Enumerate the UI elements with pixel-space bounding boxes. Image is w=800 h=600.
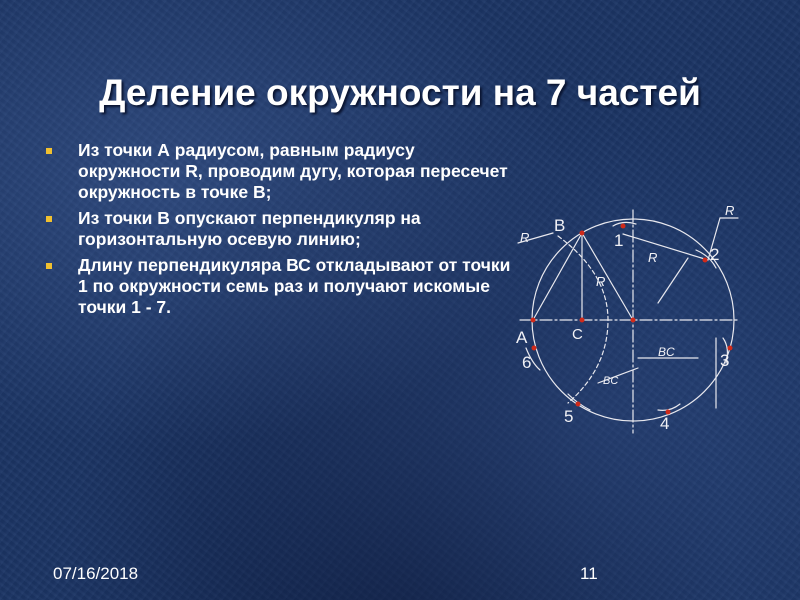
label-r-top: R bbox=[725, 203, 735, 218]
label-r-left: R bbox=[520, 230, 530, 245]
bullet-square-icon bbox=[46, 263, 52, 269]
footer-date: 07/16/2018 bbox=[53, 564, 139, 583]
point-2 bbox=[703, 258, 708, 263]
bullet-text: Из точки В опускают перпендикуляр на горизонтальную осевую линию; bbox=[78, 208, 421, 249]
drawing-labels bbox=[516, 203, 734, 433]
point-1 bbox=[621, 224, 626, 229]
label-4: 4 bbox=[660, 414, 670, 433]
bullet-list bbox=[44, 140, 514, 323]
label-b: B bbox=[554, 216, 566, 235]
bullet-square-icon bbox=[46, 148, 52, 154]
label-6: 6 bbox=[522, 353, 532, 372]
chord-1-2 bbox=[623, 234, 708, 260]
bullet-item bbox=[44, 255, 514, 318]
construction-points bbox=[531, 224, 733, 415]
slide-title: Деление окружности на 7 частей bbox=[99, 72, 701, 113]
page-number: 11 bbox=[580, 564, 598, 583]
point-3 bbox=[728, 346, 733, 351]
radius-line-ob bbox=[582, 233, 633, 320]
label-5: 5 bbox=[564, 407, 574, 426]
bullet-item bbox=[44, 208, 514, 250]
point-center bbox=[631, 318, 636, 323]
drawing-svg bbox=[498, 198, 748, 438]
radius-line-ab bbox=[533, 233, 582, 320]
bullet-item bbox=[44, 140, 514, 203]
label-bc: BC bbox=[658, 345, 675, 359]
point-c bbox=[580, 318, 585, 323]
circle-construction-drawing bbox=[498, 198, 748, 438]
point-6 bbox=[532, 346, 537, 351]
label-r-inner-1: R bbox=[596, 274, 606, 289]
arc-mark-4 bbox=[658, 404, 680, 410]
label-bc-2: BC bbox=[603, 375, 619, 387]
label-1: 1 bbox=[614, 231, 624, 250]
label-a: A bbox=[516, 328, 528, 347]
bullet-text: Длину перпендикуляра ВС откладывают от точки 1 по окружности семь раз и получают искомые точки 1 - 7. bbox=[78, 255, 511, 317]
point-5 bbox=[576, 402, 581, 407]
bullet-square-icon bbox=[46, 216, 52, 222]
point-b bbox=[580, 231, 585, 236]
label-c: C bbox=[572, 326, 583, 343]
label-3: 3 bbox=[720, 351, 730, 370]
label-r-inner-2: R bbox=[648, 250, 658, 265]
bullet-text: Из точки А радиусом, равным радиусу окружности R, проводим дугу, которая пересечет окружность в точке В; bbox=[78, 140, 508, 202]
point-a bbox=[531, 318, 536, 323]
drawing-lines bbox=[518, 210, 738, 433]
label-2: 2 bbox=[710, 245, 720, 264]
chord-mark bbox=[658, 258, 688, 303]
